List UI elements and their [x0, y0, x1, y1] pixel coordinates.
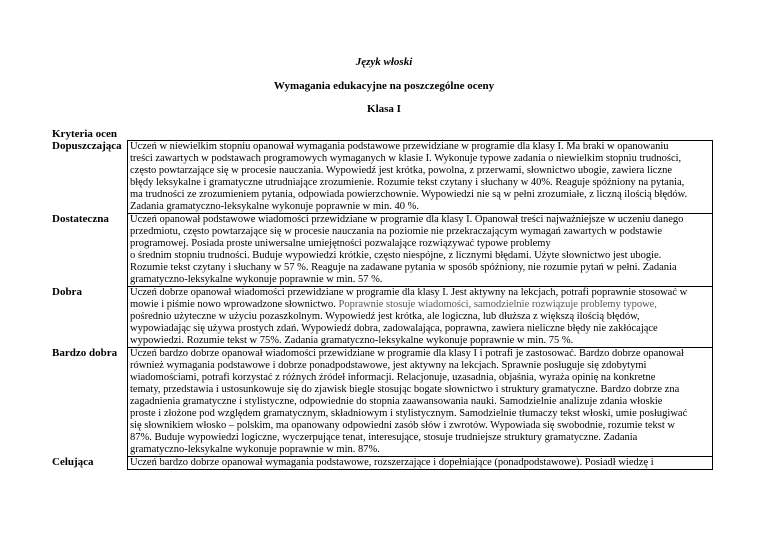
description-line: gramatyczno-leksykalne wykonuje poprawnie w min. 57 %.	[130, 274, 383, 285]
description-line: często powtarzające się w procesie nauczania. Wypowiedź jest krótka, powolna, z przerwami, słownictwo ubogie, zawiera liczne	[130, 165, 673, 176]
grade-description	[127, 213, 713, 286]
table-row	[52, 456, 713, 470]
description-line: błędy leksykalne i gramatyczne utrudniające zrozumienie. Rozumie tekst czytany i słuchany w 40%. Reaguje spóźniony na pytania,	[130, 177, 685, 188]
subject-title: Język włoski	[355, 56, 413, 68]
description-line: ma trudności ze zrozumieniem pytania, odpowiada powierzchownie. Wypowiedzi nie są w pełni zrozumiałe, z liczną ilością błędów.	[130, 189, 688, 200]
table-row	[52, 140, 713, 213]
description-line: również wymagania podstawowe i dobrze ponadpodstawowe, jest aktywny na lekcjach. Sprawnie posługuje się zdobytymi	[130, 360, 647, 371]
grade-label: Dopuszczająca	[52, 140, 122, 152]
table-row	[52, 286, 713, 347]
description-text: mowie i piśmie nowo wprowadzone słownictwo.	[130, 299, 336, 310]
document-heading: Wymagania edukacyjne na poszczególne oceny	[273, 80, 495, 92]
description-line: Uczeń opanował podstawowe wiadomości przewidziane w programie dla klasy I. Opanował treści najważniejsze w uczeniu danego	[130, 214, 684, 225]
grade-label: Dostateczna	[52, 213, 109, 225]
grade-label: Bardzo dobra	[52, 347, 118, 359]
description-line: Rozumie tekst czytany i słuchany w 57 %. Reaguje na zadawane pytania w sposób spóźniony, nie rozumie pytań w pełni. Zadania	[130, 262, 677, 273]
description-line: o średnim stopniu trudności. Buduje wypowiedzi krótkie, często niespójne, z licznymi błędami. Użyte słownictwo jest ubogie.	[130, 250, 662, 261]
description-line: pośrednio użyteczne w użyciu pozaszkolnym. Wypowiedź jest krótka, ale logiczna, lub dłuższa z większą ilością błędów,	[130, 311, 640, 322]
description-line: gramatyczno-leksykalne wykonuje poprawnie w min. 87%.	[130, 444, 380, 455]
description-line: Zadania gramatyczno-leksykalne wykonuje poprawnie w min. 40 %.	[130, 201, 419, 212]
class-title: Klasa I	[367, 103, 401, 115]
table-row	[52, 347, 713, 456]
table-row	[52, 213, 713, 286]
grades-table	[52, 140, 713, 470]
description-line: wiadomościami, potrafi korzystać z różnych źródeł informacji. Relacjonuje, uzasadnia, objaśnia, wyraża opinię na konkretne	[130, 372, 656, 383]
grade-description	[127, 286, 713, 347]
description-line: wypowiadając się używa prostych zdań. Wypowiedź dobra, zadowalająca, poprawna, zawiera nieliczne błędy nie zakłócające	[130, 323, 658, 334]
description-line: Uczeń bardzo dobrze opanował wymagania podstawowe, rozszerzające i dopełniające (ponadpodstawowe). Posiadł wiedzę i	[130, 457, 654, 468]
description-line: proste i złożone pod względem gramatycznym, składniowym i stylistycznym. Samodzielnie tłumaczy tekst włoski, umie posługiwać	[130, 408, 688, 419]
description-line: Uczeń bardzo dobrze opanował wiadomości przewidziane w programie dla klasy I i potrafi je zastosować. Bardzo dobrze opanował	[130, 348, 684, 359]
description-line	[130, 299, 710, 311]
grade-description	[127, 140, 713, 213]
grade-description	[127, 456, 713, 470]
description-line: Uczeń dobrze opanował wiadomości przewidziane w programie dla klasy I. Jest aktywny na lekcjach, potrafi poprawnie stosować w	[130, 287, 688, 298]
grade-label: Dobra	[52, 286, 82, 298]
description-line: wypowiedzi. Rozumie tekst w 75%. Zadania gramatyczno-leksykalne wykonuje poprawnie w min. 75 %.	[130, 335, 574, 346]
description-line: Uczeń w niewielkim stopniu opanował wymagania podstawowe przewidziane w programie dla klasy I. Ma braki w opanowaniu	[130, 141, 669, 152]
grade-label: Celująca	[52, 456, 94, 468]
description-text-grey: Poprawnie stosuje wiadomości, samodzielnie rozwiązuje problemy typowe,	[335, 299, 657, 310]
description-line: przedmiotu, często powtarzające się w procesie nauczania na poziomie nie przekraczającym wymagań zawartych w podstawie	[130, 226, 663, 237]
description-line: zagadnienia gramatyczne i stylistyczne, odpowiednie do stopnia zaawansowania nauki. Samodzielnie analizuje zdania włoskie	[130, 396, 663, 407]
description-line: 87%. Buduje wypowiedzi logiczne, wyczerpujące tenat, interesujące, stosuje trudniejsze struktury gramatyczne. Zadania	[130, 432, 638, 443]
description-line: się słownikiem włosko – polskim, ma opanowany odpowiedni zasób słów i zwrotów. Wypowiada się swobodnie, rozumie tekst w	[130, 420, 676, 431]
criteria-label: Kryteria ocen	[52, 128, 118, 140]
description-line: tematy, przedstawia i ustosunkowuje się do zjawisk biegle stosując bogate słownictwo i struktury gramatyczne. Bardzo dobrze zna	[130, 384, 680, 395]
description-line: programowej. Posiada proste uniwersalne umiejętności pozwalające rozwiązywać typowe problemy	[130, 238, 551, 249]
description-line: treści zawartych w podstawach programowych wymaganych w klasie I. Wykonuje typowe zadania o niewielkim stopniu trudności,	[130, 153, 682, 164]
grade-description	[127, 347, 713, 456]
